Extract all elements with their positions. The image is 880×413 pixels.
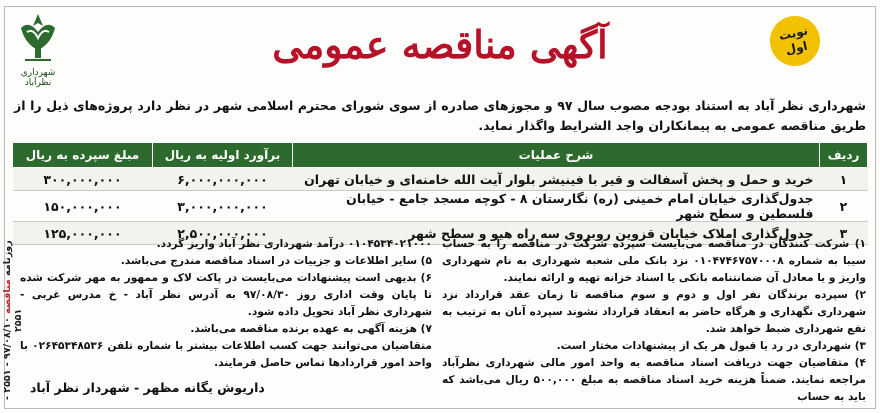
condition-item: ۵) سایر اطلاعات و جزییات در اسناد مناقصه مندرج می‌باشد.	[120, 255, 432, 267]
table-row	[13, 168, 868, 191]
condition-item: ۴) متقاضیان جهت دریافت اسناد مناقصه به واحد امور مالی شهرداری نظرآباد مراجعه نمایند. ضمناً هزینه خرید اسناد مناقصه به مبلغ ۵۰۰,۰۰۰ ریال می‌باشد که باید به حساب	[442, 357, 866, 403]
header-deposit: مبلغ سپرده به ریال	[13, 143, 153, 168]
logo-caption: شهرداری نظرآباد	[20, 68, 56, 88]
conditions-right-column	[442, 236, 866, 406]
header-row-number: ردیف	[820, 143, 868, 168]
condition-item: ۶) بدیهی است پیشنهادات می‌بایست در پاکت لاک و ممهور به مهر شرکت شده تا پایان وقت اداری روز ۹۷/۰۸/۳۰ به آدرس نظر آباد - خ مدرس غربی - شهرداری نظر آباد تحویل داده شود.	[20, 272, 433, 318]
table-row	[13, 191, 868, 222]
table-header-row	[13, 143, 868, 168]
side-accent: مناقصه	[2, 279, 13, 314]
notice-title: آگهی مناقصه عمومی	[272, 22, 608, 67]
row-description: خرید و حمل و پخش آسفالت و قیر با فینیشر بلوار آیت الله خامنه‌ای و خیابان تهران	[293, 168, 820, 191]
condition-item: ۷) هزینه آگهی به عهده برنده مناقصه می‌باشد.	[190, 323, 432, 335]
row-number: ۳	[820, 222, 868, 245]
row-number: ۲	[820, 191, 868, 222]
side-reference: ۹۷/۰۸/۱۰ - ۲۵۵۱ - ۲۵۵۱	[2, 308, 24, 400]
condition-item: ۰۱۰۴۵۳۴۰۲۱۰۰۰ درآمد شهرداری نظر آباد واریز گردد.	[156, 238, 432, 250]
row-description: جدول‌گذاری خیابان امام خمینی (ره) نگارستان ۸ - کوچه مسجد جامع - خیابان فلسطین و سطح شهر	[293, 191, 820, 222]
row-description: جدول‌گذاری املاک خیابان قزوین روبروی سه راه هیو و سطح شهر	[293, 222, 820, 245]
row-deposit: ۱۵۰,۰۰۰,۰۰۰	[13, 191, 153, 222]
row-deposit: ۱۲۵,۰۰۰,۰۰۰	[13, 222, 153, 245]
signature-line: داریوش یگانه مظهر - شهردار نظر آباد	[30, 380, 265, 395]
side-source: روزنامه	[2, 240, 13, 276]
condition-item: متقاضیان می‌توانند جهت کسب اطلاعات بیشتر با شماره تلفن ۰۲۶۴۵۳۴۸۵۳۶ با واحد امور قراردادها تماس حاصل فرمایند.	[20, 340, 432, 369]
row-number: ۱	[820, 168, 868, 191]
header-estimate: برآورد اولیه به ریال	[153, 143, 293, 168]
intro-paragraph: شهرداری نظر آباد به استناد بودجه مصوب سال ۹۷ و مجوزهای صادره از سوی شورای محترم اسلامی شهر در نظر دارد پروژه‌های ذیل را از طریق مناقصه عمومی به پیمانکاران واجد الشرایط واگذار نماید.	[14, 98, 866, 133]
conditions-left-column	[20, 236, 432, 372]
header-description: شرح عملیات	[293, 143, 820, 168]
projects-table	[12, 142, 868, 245]
row-estimate: ۲,۵۰۰,۰۰۰,۰۰۰	[153, 222, 293, 245]
condition-item: ۱) شرکت کنندگان در مناقصه می‌بایست سپرده شرکت در مناقصه را به حساب سیبا به شماره ۰۱۰۴۷۴۶۷۵۷۰۰۰۸ نزد بانک ملی شعبه شهرداری به نام شهرداری واریز و یا معادل آن ضمانتنامه بانکی یا اسناد خزانه تهیه و ارائه نمایند.	[442, 238, 866, 284]
condition-item: ۳) شهرداری در رد یا قبول هر یک از پیشنهادات مختار است.	[556, 340, 866, 352]
condition-item: ۲) سپرده برندگان نفر اول و دوم و سوم مناقصه تا زمان عقد قرارداد نزد شهرداری نگهداری و هرگاه حاضر به انعقاد قرارداد نشوند سپرده آنان به ترتیب به نفع شهرداری ضبط خواهد شد.	[442, 289, 866, 335]
badge-line-1: نوبت	[777, 23, 810, 44]
badge-line-2: اول	[784, 38, 809, 57]
row-estimate: ۳,۰۰۰,۰۰۰,۰۰۰	[153, 191, 293, 222]
newspaper-side-strip	[2, 230, 24, 410]
row-estimate: ۶,۰۰۰,۰۰۰,۰۰۰	[153, 168, 293, 191]
row-deposit: ۳۰۰,۰۰۰,۰۰۰	[13, 168, 153, 191]
